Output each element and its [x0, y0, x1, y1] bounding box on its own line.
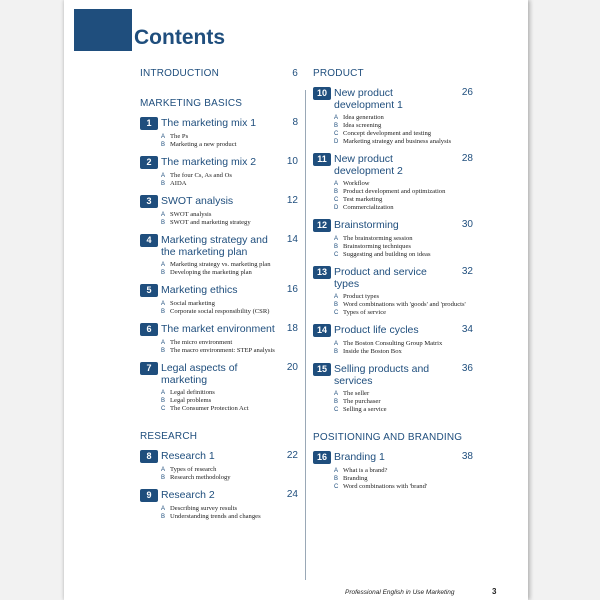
unit-title: Research 2	[161, 489, 215, 501]
subtopic-letter: A	[334, 181, 339, 187]
subtopic-text: Types of research	[170, 466, 217, 473]
subtopic-item	[313, 235, 473, 243]
unit-subtopics	[140, 211, 298, 227]
section-title: PRODUCT	[313, 68, 364, 79]
unit-heading	[140, 234, 298, 258]
subtopic-item	[140, 466, 298, 474]
subtopic-item	[313, 251, 473, 259]
unit-heading	[313, 266, 473, 290]
unit-page-number: 10	[286, 156, 298, 167]
page-title: Contents	[134, 26, 225, 49]
unit-number-badge: 7	[140, 362, 158, 375]
unit-title: The market environment	[161, 323, 275, 335]
unit-number-badge: 2	[140, 156, 158, 169]
subtopic-text: SWOT and marketing strategy	[170, 219, 251, 226]
subtopic-text: AIDA	[170, 180, 187, 187]
unit-heading	[313, 451, 473, 464]
unit-subtopics	[140, 172, 298, 188]
subtopic-letter: A	[161, 134, 166, 140]
subtopic-text: The Consumer Protection Act	[170, 405, 249, 412]
contents-left-column	[140, 62, 298, 521]
unit-title: SWOT analysis	[161, 195, 234, 207]
unit-subtopics	[140, 505, 298, 521]
subtopic-letter: B	[161, 309, 166, 315]
subtopic-letter: B	[161, 514, 166, 520]
subtopic-text: Marketing a new product	[170, 141, 237, 148]
subtopic-item	[140, 389, 298, 397]
unit-heading	[140, 450, 298, 463]
subtopic-text: The purchaser	[343, 398, 381, 405]
column-divider	[305, 90, 306, 580]
subtopic-item	[140, 513, 298, 521]
section-heading	[140, 98, 298, 110]
subtopic-letter: C	[161, 406, 166, 412]
unit-subtopics	[140, 133, 298, 149]
section-title: INTRODUCTION	[140, 68, 220, 79]
unit-heading	[140, 284, 298, 297]
subtopic-item	[140, 172, 298, 180]
unit-number-badge: 6	[140, 323, 158, 336]
unit-subtopics	[313, 180, 473, 212]
section-heading	[313, 68, 473, 80]
unit-title: The marketing mix 2	[161, 156, 257, 168]
subtopic-item	[313, 243, 473, 251]
subtopic-text: Types of service	[343, 309, 387, 316]
subtopic-item	[313, 467, 473, 475]
subtopic-item	[140, 505, 298, 513]
subtopic-letter: A	[161, 390, 166, 396]
subtopic-letter: D	[334, 205, 339, 211]
unit-heading	[313, 153, 473, 177]
subtopic-text: The four Cs, As and Os	[170, 172, 232, 179]
section-page-number: 6	[292, 68, 298, 79]
unit-title: The marketing mix 1	[161, 117, 257, 129]
unit-subtopics	[140, 339, 298, 355]
unit-entry[interactable]	[140, 156, 298, 188]
subtopic-item	[140, 269, 298, 277]
subtopic-letter: C	[334, 197, 339, 203]
subtopic-letter: C	[334, 310, 339, 316]
subtopic-letter: A	[161, 212, 166, 218]
subtopic-letter: A	[334, 294, 339, 300]
subtopic-letter: A	[334, 341, 339, 347]
subtopic-text: Corporate social responsibility (CSR)	[170, 308, 270, 315]
unit-number-badge: 1	[140, 117, 158, 130]
subtopic-letter: A	[334, 115, 339, 121]
subtopic-item	[313, 475, 473, 483]
unit-subtopics	[313, 235, 473, 259]
subtopic-letter: A	[161, 506, 166, 512]
subtopic-text: Selling a service	[343, 406, 387, 413]
subtopic-text: SWOT analysis	[170, 211, 212, 218]
unit-entry[interactable]	[140, 117, 298, 149]
unit-heading	[140, 489, 298, 502]
subtopic-letter: B	[161, 270, 166, 276]
subtopic-item	[313, 340, 473, 348]
subtopic-item	[140, 405, 298, 413]
unit-page-number: 38	[461, 451, 473, 462]
unit-entry[interactable]	[313, 153, 473, 212]
subtopic-item	[140, 347, 298, 355]
unit-entry[interactable]	[313, 219, 473, 259]
subtopic-letter: A	[334, 391, 339, 397]
unit-number-badge: 9	[140, 489, 158, 502]
subtopic-letter: B	[334, 349, 339, 355]
subtopic-text: Word combinations with 'goods' and 'products'	[343, 301, 466, 308]
subtopic-letter: B	[334, 189, 339, 195]
unit-heading	[313, 324, 473, 337]
unit-title: Branding 1	[334, 451, 385, 463]
subtopic-text: The Boston Consulting Group Matrix	[343, 340, 443, 347]
subtopic-letter: C	[334, 252, 339, 258]
subtopic-text: Workflow	[343, 180, 370, 187]
subtopic-letter: A	[334, 468, 339, 474]
subtopic-letter: A	[161, 262, 166, 268]
subtopic-letter: C	[334, 484, 339, 490]
unit-subtopics	[313, 390, 473, 414]
unit-heading	[140, 362, 298, 386]
unit-number-badge: 16	[313, 451, 331, 464]
unit-heading	[313, 87, 473, 111]
subtopic-item	[313, 483, 473, 491]
subtopic-item	[313, 390, 473, 398]
unit-entry[interactable]	[140, 323, 298, 355]
unit-title: Research 1	[161, 450, 215, 462]
unit-number-badge: 12	[313, 219, 331, 232]
unit-page-number: 34	[461, 324, 473, 335]
subtopic-text: Word combinations with 'brand'	[343, 483, 428, 490]
subtopic-letter: A	[161, 340, 166, 346]
subtopic-letter: A	[334, 236, 339, 242]
unit-heading	[140, 195, 298, 208]
unit-page-number: 18	[286, 323, 298, 334]
subtopic-letter: B	[161, 220, 166, 226]
subtopic-item	[313, 114, 473, 122]
subtopic-item	[140, 308, 298, 316]
subtopic-text: Concept development and testing	[343, 130, 432, 137]
subtopic-letter: B	[161, 142, 166, 148]
subtopic-letter: B	[161, 181, 166, 187]
subtopic-text: Social marketing	[170, 300, 215, 307]
subtopic-letter: B	[161, 348, 166, 354]
subtopic-letter: B	[161, 475, 166, 481]
page-number: 3	[492, 587, 497, 596]
subtopic-item	[313, 130, 473, 138]
subtopic-letter: A	[161, 173, 166, 179]
unit-number-badge: 10	[313, 87, 331, 100]
section-heading	[313, 432, 473, 444]
subtopic-letter: C	[334, 407, 339, 413]
subtopic-text: The macro environment: STEP analysis	[170, 347, 275, 354]
unit-number-badge: 14	[313, 324, 331, 337]
unit-entry[interactable]	[140, 450, 298, 482]
subtopic-letter: B	[334, 399, 339, 405]
unit-subtopics	[140, 300, 298, 316]
unit-title: Product and service types	[334, 266, 427, 290]
subtopic-item	[313, 309, 473, 317]
unit-page-number: 8	[292, 117, 298, 128]
unit-heading	[313, 219, 473, 232]
unit-heading	[313, 363, 473, 387]
unit-number-badge: 15	[313, 363, 331, 376]
subtopic-text: Research methodology	[170, 474, 231, 481]
unit-page-number: 22	[286, 450, 298, 461]
unit-heading	[140, 117, 298, 130]
unit-entry[interactable]	[140, 195, 298, 227]
unit-entry[interactable]	[313, 451, 473, 491]
unit-entry[interactable]	[140, 234, 298, 277]
subtopic-text: Idea generation	[343, 114, 384, 121]
subtopic-letter: A	[161, 301, 166, 307]
subtopic-item	[313, 196, 473, 204]
subtopic-item	[313, 180, 473, 188]
unit-page-number: 16	[286, 284, 298, 295]
unit-number-badge: 8	[140, 450, 158, 463]
subtopic-text: Suggesting and building on ideas	[343, 251, 431, 258]
subtopic-item	[313, 398, 473, 406]
subtopic-text: Test marketing	[343, 196, 383, 203]
unit-page-number: 24	[286, 489, 298, 500]
unit-entry[interactable]	[313, 363, 473, 414]
subtopic-item	[140, 339, 298, 347]
subtopic-item	[313, 122, 473, 130]
subtopic-text: Brainstorming techniques	[343, 243, 411, 250]
unit-title: New product development 2	[334, 153, 403, 177]
subtopic-text: What is a brand?	[343, 467, 388, 474]
section-title: RESEARCH	[140, 431, 198, 442]
subtopic-text: Marketing strategy vs. marketing plan	[170, 261, 271, 268]
section-title: MARKETING BASICS	[140, 98, 243, 109]
subtopic-letter: B	[334, 244, 339, 250]
subtopic-item	[313, 301, 473, 309]
subtopic-item	[140, 261, 298, 269]
section-heading	[140, 68, 298, 80]
subtopic-text: Commercialization	[343, 204, 394, 211]
unit-heading	[140, 156, 298, 169]
unit-number-badge: 4	[140, 234, 158, 247]
unit-number-badge: 11	[313, 153, 331, 166]
subtopic-text: Branding	[343, 475, 368, 482]
subtopic-text: Product types	[343, 293, 380, 300]
subtopic-letter: B	[334, 123, 339, 129]
unit-subtopics	[140, 261, 298, 277]
unit-page-number: 14	[286, 234, 298, 245]
unit-heading	[140, 323, 298, 336]
subtopic-text: The Ps	[170, 133, 189, 140]
unit-entry[interactable]	[140, 489, 298, 521]
unit-subtopics	[313, 340, 473, 356]
subtopic-item	[313, 204, 473, 212]
unit-entry[interactable]	[140, 284, 298, 316]
subtopic-item	[140, 474, 298, 482]
subtopic-item	[140, 397, 298, 405]
subtopic-letter: A	[161, 467, 166, 473]
unit-page-number: 28	[461, 153, 473, 164]
subtopic-text: Developing the marketing plan	[170, 269, 252, 276]
unit-page-number: 36	[461, 363, 473, 374]
unit-subtopics	[313, 293, 473, 317]
subtopic-item	[313, 138, 473, 146]
unit-title: Marketing ethics	[161, 284, 238, 296]
unit-subtopics	[313, 114, 473, 146]
subtopic-item	[140, 133, 298, 141]
subtopic-text: Product development and optimization	[343, 188, 446, 195]
subtopic-item	[313, 348, 473, 356]
unit-title: Brainstorming	[334, 219, 399, 231]
subtopic-text: Inside the Boston Box	[343, 348, 402, 355]
unit-title: Product life cycles	[334, 324, 419, 336]
subtopic-letter: B	[334, 302, 339, 308]
subtopic-item	[140, 211, 298, 219]
subtopic-item	[140, 180, 298, 188]
unit-title: Legal aspects of marketing	[161, 362, 238, 386]
book-title-footer: Professional English in Use Marketing	[345, 589, 455, 596]
subtopic-text: Describing survey results	[170, 505, 238, 512]
subtopic-text: The seller	[343, 390, 370, 397]
subtopic-text: The micro environment	[170, 339, 233, 346]
unit-number-badge: 13	[313, 266, 331, 279]
subtopic-letter: B	[334, 476, 339, 482]
title-color-block	[74, 9, 132, 51]
subtopic-item	[140, 219, 298, 227]
unit-page-number: 26	[461, 87, 473, 98]
subtopic-text: The brainstorming session	[343, 235, 413, 242]
unit-title: New product development 1	[334, 87, 403, 111]
unit-entry[interactable]	[313, 266, 473, 317]
unit-subtopics	[140, 466, 298, 482]
unit-entry[interactable]	[313, 324, 473, 356]
unit-title: Marketing strategy and the marketing plan	[161, 234, 268, 258]
unit-page-number: 20	[286, 362, 298, 373]
unit-number-badge: 5	[140, 284, 158, 297]
unit-number-badge: 3	[140, 195, 158, 208]
section-heading	[140, 431, 298, 443]
section-title: POSITIONING AND BRANDING	[313, 432, 463, 443]
unit-entry[interactable]	[140, 362, 298, 413]
unit-subtopics	[140, 389, 298, 413]
unit-title: Selling products and services	[334, 363, 430, 387]
subtopic-text: Understanding trends and changes	[170, 513, 261, 520]
subtopic-text: Legal problems	[170, 397, 212, 404]
subtopic-item	[313, 188, 473, 196]
unit-page-number: 32	[461, 266, 473, 277]
unit-entry[interactable]	[313, 87, 473, 146]
unit-subtopics	[313, 467, 473, 491]
subtopic-text: Marketing strategy and business analysis	[343, 138, 452, 145]
unit-page-number: 12	[286, 195, 298, 206]
subtopic-letter: B	[161, 398, 166, 404]
subtopic-item	[140, 300, 298, 308]
subtopic-letter: C	[334, 131, 339, 137]
subtopic-letter: D	[334, 139, 339, 145]
subtopic-item	[140, 141, 298, 149]
subtopic-item	[313, 406, 473, 414]
subtopic-text: Legal definitions	[170, 389, 215, 396]
subtopic-text: Idea screening	[343, 122, 382, 129]
contents-right-column	[313, 62, 473, 491]
unit-page-number: 30	[461, 219, 473, 230]
subtopic-item	[313, 293, 473, 301]
